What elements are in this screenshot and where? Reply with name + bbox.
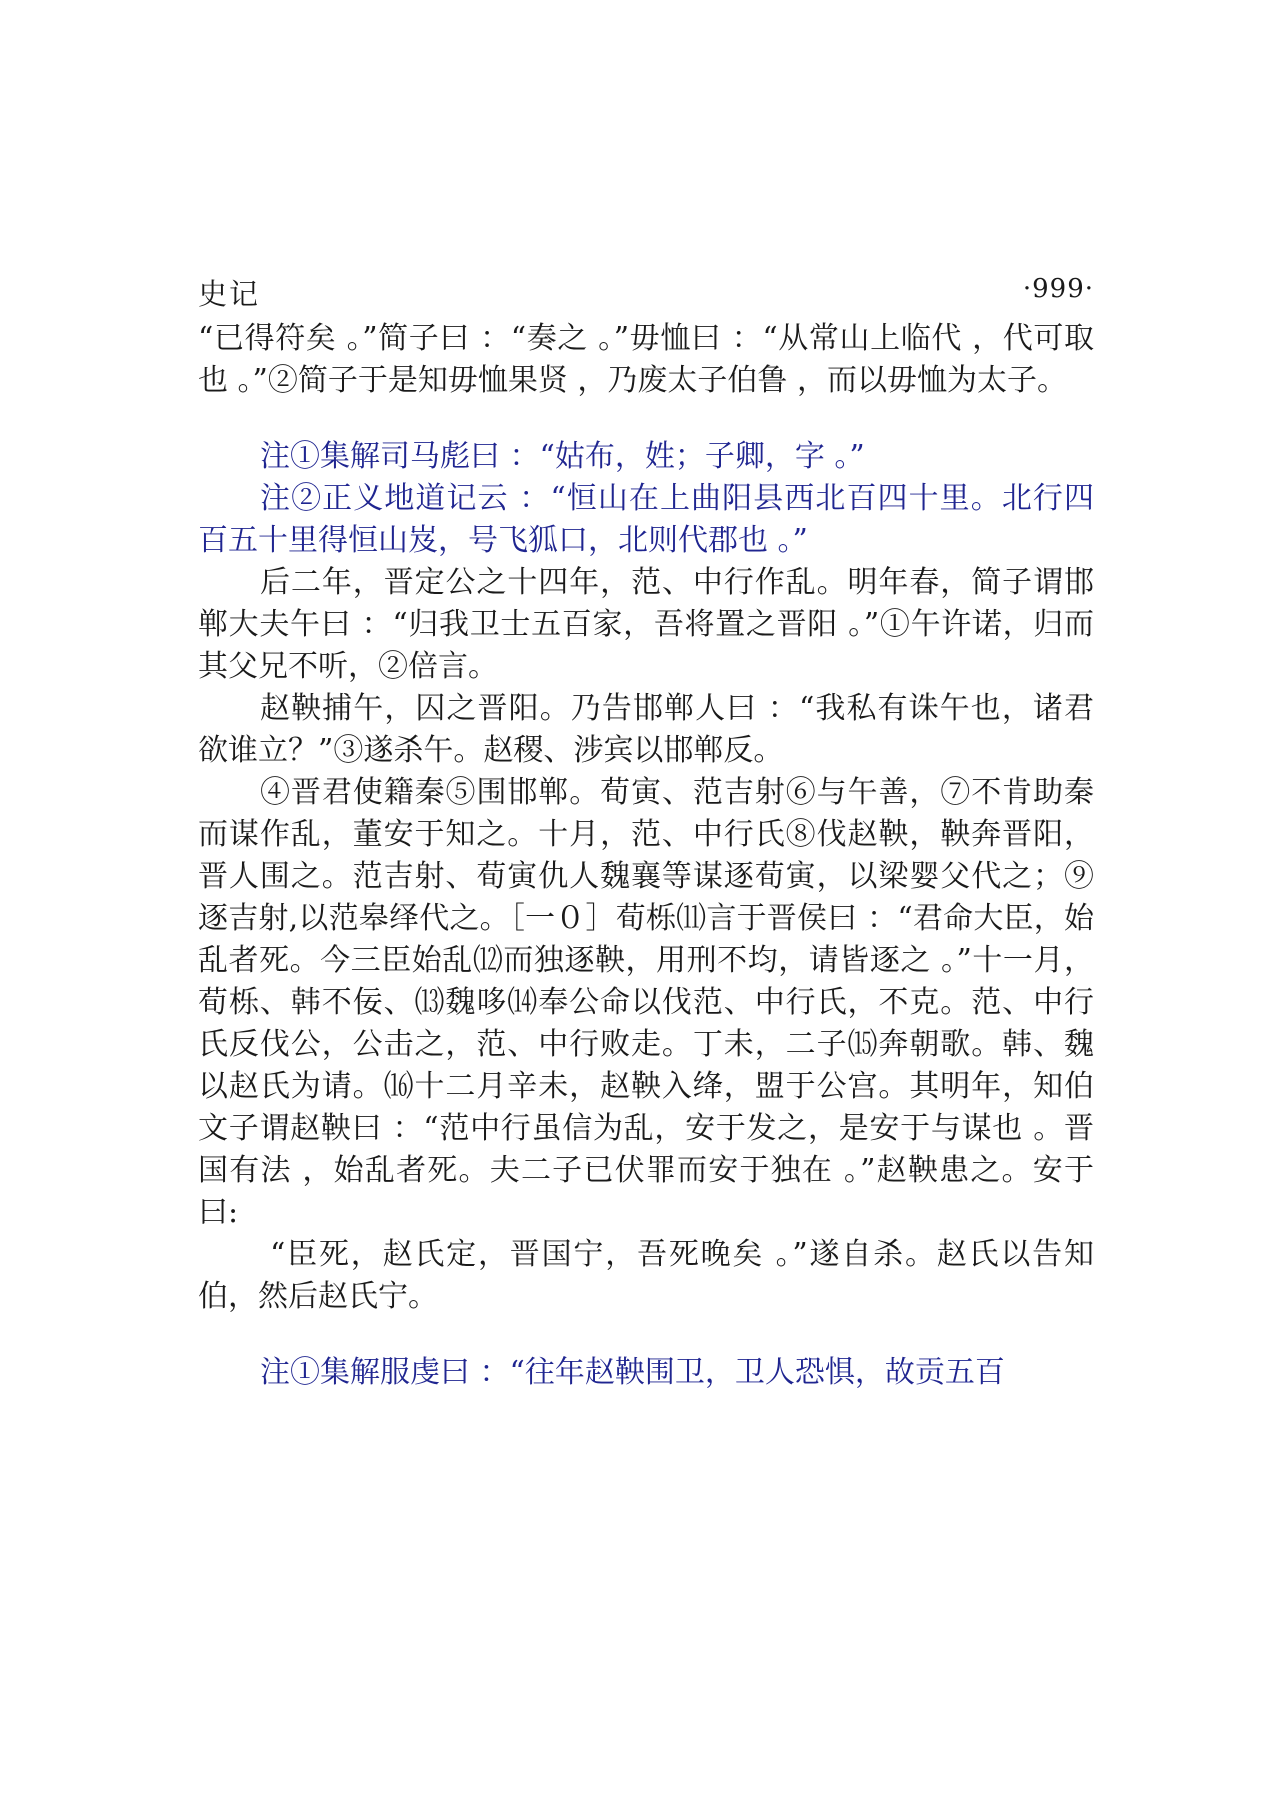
notes-block [198, 436, 1094, 562]
notes-block [198, 1352, 1094, 1394]
note-paragraph: 注①集解司马彪曰 ：“姑布，姓；子卿，字 。” [260, 439, 865, 474]
page-number: ·999· [1022, 274, 1094, 304]
main-paragraph: ④晋君使籍秦⑤围邯郸。荀寅、范吉射⑥与午善，⑦不肯助秦而谋作乱，董安于知之。十月，范、中行氏⑧伐赵鞅，鞅奔晋阳，晋人围之。范吉射、荀寅仇人魏襄等谋逐荀寅，以梁婴父代之；⑨逐吉射,以范皋绎代之。［一０］荀栎⑾言于晋侯曰 ：“君命大臣，始乱者死。今三臣始乱⑿而独逐鞅，用刑不均，请皆逐之 。”十一月，荀栎、韩不佞、⒀魏哆⒁奉公命以伐范、中行氏，不克。范、中行氏反伐公，公击之，范、中行败走。丁未，二子⒂奔朝歌。韩、魏以赵氏为请。⒃十二月辛未，赵鞅入绛，盟于公宫。其明年，知伯文子谓赵鞅曰 ：“范中行虽信为乱，安于发之，是安于与谋也 。晋国有法 ，始乱者死。夫二子已伏罪而安于独在 。”赵鞅患之。安于曰: [198, 775, 1094, 1230]
main-paragraph: 后二年，晋定公之十四年，范、中行作乱。明年春，简子谓邯郸大夫午曰 ：“归我卫士五百家，吾将置之晋阳 。”①午许诺，归而其父兄不听，②倍言。 [198, 565, 1094, 684]
main-paragraph: 赵鞅捕午，囚之晋阳。乃告邯郸人曰 ：“我私有诛午也，诸君欲谁立？”③遂杀午。赵稷、涉宾以邯郸反。 [198, 691, 1094, 768]
document-page [198, 262, 1094, 1394]
main-paragraph: “臣死，赵氏定，晋国宁，吾死晚矣 。”遂自杀。赵氏以告知伯，然后赵氏宁。 [198, 1237, 1094, 1314]
main-text-block [198, 562, 1094, 1318]
note-paragraph: 注②正义地道记云 ：“恒山在上曲阳县西北百四十里。北行四百五十里得恒山岌，号飞狐口，北则代郡也 。” [198, 481, 1094, 558]
main-text-block [198, 318, 1094, 402]
book-title: 史记 [198, 277, 261, 311]
main-paragraph: “已得符矣 。”简子曰 ：“奏之 。”毋恤曰 ：“从常山上临代 ，代可取也 。”②简子于是知毋恤果贤 ，乃废太子伯鲁 ，而以毋恤为太子。 [198, 321, 1094, 398]
page-header [198, 262, 1094, 312]
note-paragraph: 注①集解服虔曰 ：“往年赵鞅围卫，卫人恐惧，故贡五百 [260, 1355, 1005, 1390]
